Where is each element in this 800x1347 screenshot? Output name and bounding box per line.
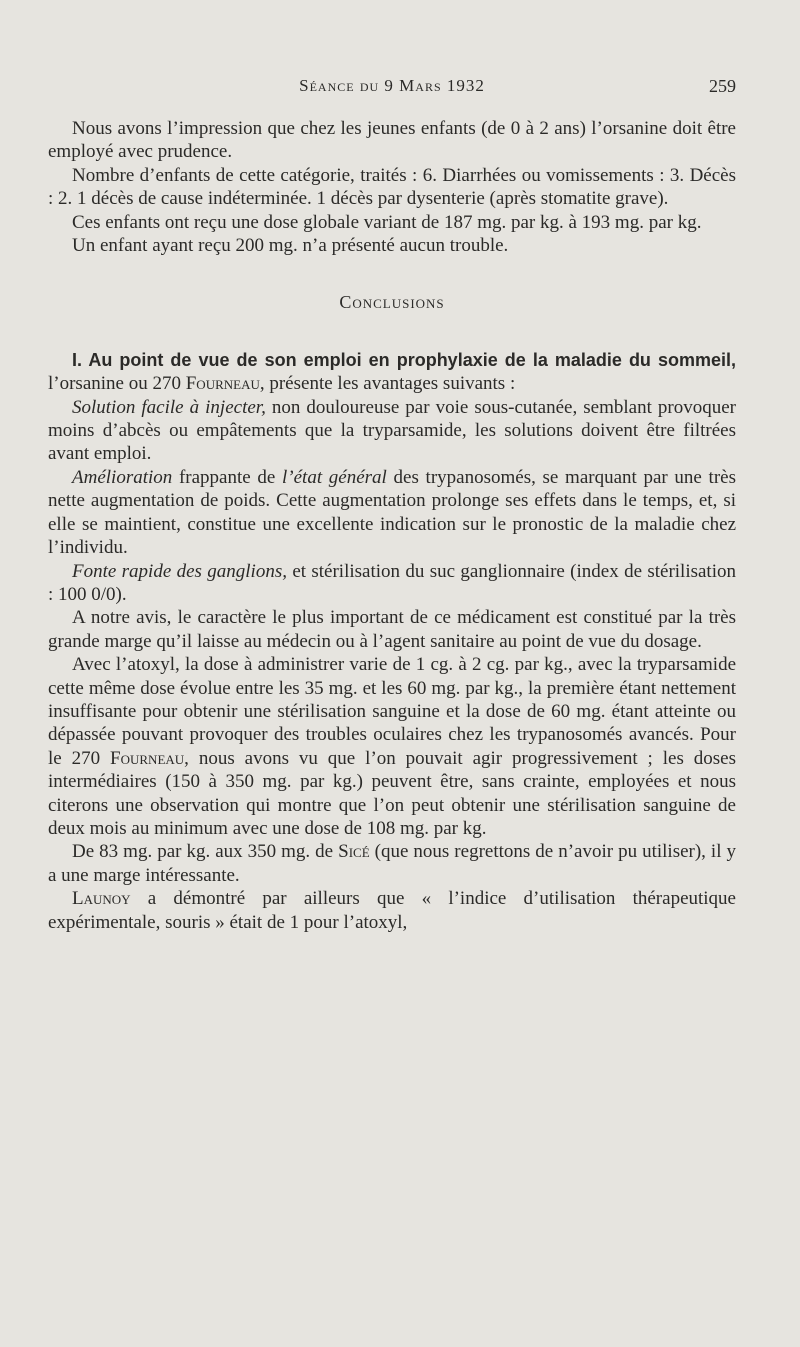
- paragraph: Un enfant ayant reçu 200 mg. n’a présenté aucun trouble.: [72, 235, 509, 257]
- paragraph-solution: [48, 396, 736, 466]
- text-span: (que nous regrettons de n’avoir pu utiliser), il y a une marge intéressante.: [48, 841, 736, 886]
- running-title: Séance du 9 Mars 1932: [299, 76, 485, 95]
- author-name: Sicé: [338, 841, 370, 863]
- text-span: , présente les avantages suivants :: [259, 373, 516, 395]
- paragraph-conclusion-1: [48, 349, 736, 396]
- italic-phrase: l’état général: [282, 466, 387, 488]
- conclusion-lead: I. Au point de vue de son emploi en prophylaxie de la maladie du sommeil,: [72, 349, 736, 370]
- paragraph-launoy: [48, 887, 736, 934]
- text-span: a démontré par ailleurs que « l’indice d’utilisation thérapeutique expérimentale, souris » était de 1 pour l’atoxyl,: [48, 888, 736, 933]
- text-span: , nous avons vu que l’on pouvait agir progressivement ; les doses intermédiaires (150 à 350 mg. par kg.) peuvent être, sans crainte, employées et nous citerons une observation qui montre que l’on peut obtenir une stérilisation sanguine de deux mois au minimum avec une dose de 108 mg. par kg.: [48, 747, 736, 839]
- italic-phrase: Fonte rapide des ganglions,: [72, 560, 287, 582]
- text-span: De 83 mg. par kg. aux 350 mg. de: [72, 841, 339, 863]
- author-name: Fourneau: [185, 373, 260, 395]
- page-header: [48, 72, 736, 102]
- italic-phrase: Solution facile à injecter,: [72, 396, 266, 418]
- paragraph: Ces enfants ont reçu une dose globale variant de 187 mg. par kg. à 193 mg. par kg.: [72, 211, 702, 233]
- text-span: l’orsanine ou 270: [48, 373, 186, 395]
- paragraph: Nombre d’enfants de cette catégorie, traités : 6. Diarrhées ou vomissements : 3. Décès : 2. 1 décès de cause indéterminée. 1 décès par dysenterie (après stomatite grave).: [48, 164, 736, 210]
- text-span: non douloureuse par voie sous-cutanée, semblant provoquer moins d’abcès ou empâtements que la tryparsamide, les solutions doivent être filtrées avant emploi.: [48, 396, 736, 465]
- italic-phrase: Amélioration: [72, 466, 173, 488]
- paragraph-atoxyl: [48, 653, 736, 840]
- author-name: Launoy: [72, 888, 131, 910]
- section-heading: Conclusions: [339, 292, 445, 313]
- paragraph-fonte: [48, 560, 736, 607]
- text-span: et stérilisation du suc ganglionnaire (index de stérilisation : 100 0/0).: [48, 560, 736, 605]
- text-span: Avec l’atoxyl, la dose à administrer varie de 1 cg. à 2 cg. par kg., avec la tryparsamide cette même dose évolue entre les 35 mg. et les 60 mg. par kg., la première étant nettement insuffisante pour obtenir une stérilisation sanguine et la dose de 60 mg. étant atteinte ou dépassée pouvant provoquer des troubles oculaires chez les trypanosomés avancés. Pour le 270: [48, 654, 736, 769]
- page-number: 259: [709, 76, 736, 96]
- author-name: Fourneau: [110, 747, 185, 769]
- paragraph-amelioration: [48, 466, 736, 560]
- paragraph: Nous avons l’impression que chez les jeunes enfants (de 0 à 2 ans) l’orsanine doit être employé avec prudence.: [48, 118, 736, 163]
- paragraph-marge: [48, 840, 736, 887]
- text-span: des trypanosomés, se marquant par une très nette augmentation de poids. Cette augmentation prolonge ses effets dans le temps, et, si elle se maintient, constitue une excellente indication sur le pronostic de la maladie chez l’individu.: [48, 466, 736, 559]
- paragraph: A notre avis, le caractère le plus important de ce médicament est constitué par la très grande marge qu’il laisse au médecin ou à l’agent sanitaire au point de vue du dosage.: [48, 607, 736, 652]
- text-span: frappante de: [172, 466, 283, 488]
- body-text: [48, 117, 736, 934]
